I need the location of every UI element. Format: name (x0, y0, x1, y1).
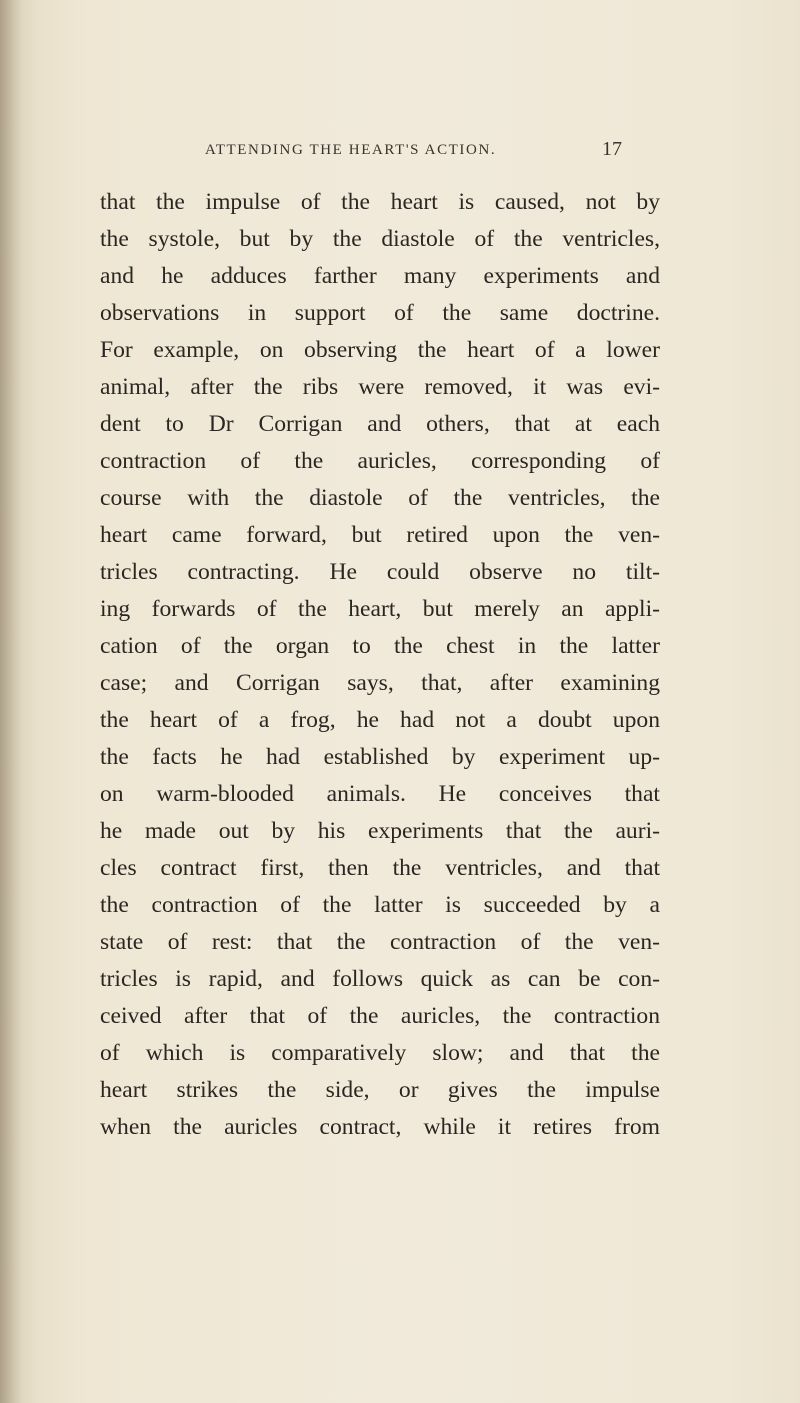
text-line: ing forwards of the heart, but merely an appli- (100, 596, 660, 622)
text-line: For example, on observing the heart of a lower (100, 337, 660, 363)
page-number: 17 (602, 138, 622, 160)
text-line: course with the diastole of the ventricles, the (100, 485, 660, 511)
text-line: heart came forward, but retired upon the ven- (100, 522, 660, 548)
text-line: tricles contracting. He could observe no tilt- (100, 559, 660, 585)
text-line: and he adduces farther many experiments and (100, 263, 660, 289)
text-line: the contraction of the latter is succeeded by a (100, 892, 660, 918)
text-line: cation of the organ to the chest in the latter (100, 633, 660, 659)
text-line: when the auricles contract, while it retires from (100, 1114, 660, 1140)
text-line: he made out by his experiments that the auri- (100, 818, 660, 844)
text-line: that the impulse of the heart is caused, not by (100, 189, 660, 215)
text-line: the facts he had established by experiment up- (100, 744, 660, 770)
text-line: cles contract first, then the ventricles, and that (100, 855, 660, 881)
text-line: dent to Dr Corrigan and others, that at each (100, 411, 660, 437)
text-line: of which is comparatively slow; and that the (100, 1040, 660, 1066)
text-line: tricles is rapid, and follows quick as can be con- (100, 966, 660, 992)
text-line: state of rest: that the contraction of the ven- (100, 929, 660, 955)
binding-shadow (0, 0, 22, 1403)
text-line: ceived after that of the auricles, the contraction (100, 1003, 660, 1029)
text-line: observations in support of the same doctrine. (100, 300, 660, 326)
running-head: ATTENDING THE HEART'S ACTION. (205, 142, 497, 158)
text-line: animal, after the ribs were removed, it was evi- (100, 374, 660, 400)
text-line: heart strikes the side, or gives the impulse (100, 1077, 660, 1103)
text-line: contraction of the auricles, corresponding of (100, 448, 660, 474)
text-line: the heart of a frog, he had not a doubt upon (100, 707, 660, 733)
text-line: on warm-blooded animals. He conceives that (100, 781, 660, 807)
text-line: the systole, but by the diastole of the ventricles, (100, 226, 660, 252)
text-line: case; and Corrigan says, that, after examining (100, 670, 660, 696)
body-text (100, 184, 660, 1146)
page-header (0, 138, 800, 166)
